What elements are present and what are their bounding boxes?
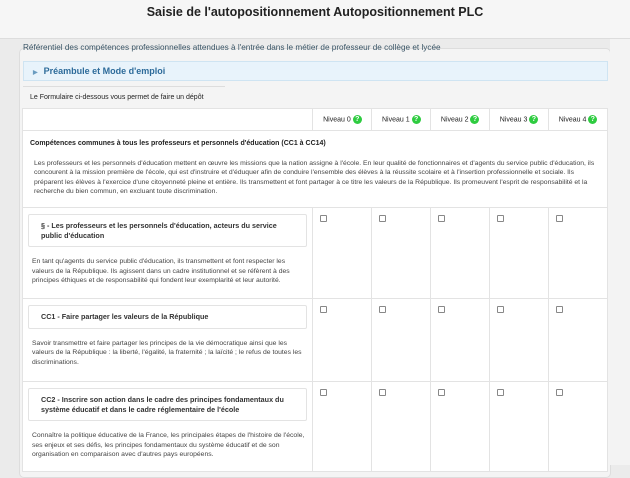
level-2-checkbox[interactable] — [438, 215, 445, 222]
competence-title: § - Les professeurs et les personnels d'éducation, acteurs du service public d'éducation — [28, 214, 307, 247]
level-4-checkbox[interactable] — [556, 306, 563, 313]
competence-text: Connaître la politique éducative de la France, les principales étapes de l'histoire de l'école, ses enjeux et ses défis, les principes fondamentaux du système éducatif et de son organisation en comparaison avec d'autres pays européens. — [32, 432, 305, 459]
level-1-checkbox[interactable] — [379, 389, 386, 396]
levels-header-row — [23, 109, 608, 131]
competence-title: CC1 - Faire partager les valeurs de la République — [28, 305, 307, 329]
level-0-checkbox[interactable] — [320, 215, 327, 222]
level-3-checkbox[interactable] — [497, 306, 504, 313]
caret-right-icon: ▶ — [33, 70, 38, 76]
right-margin — [610, 39, 630, 465]
help-icon[interactable]: ? — [529, 115, 538, 124]
level-0-checkbox[interactable] — [320, 389, 327, 396]
level-1-checkbox[interactable] — [379, 215, 386, 222]
section-row — [23, 131, 608, 208]
section-text: Les professeurs et les personnels d'éducation mettent en œuvre les missions que la nation assigne à l'école. En leur qualité de fonctionnaires et d'agents du service public d'éducation, ils concourent à la mission première de l'école, qui est d'instruire et d'éduquer afin de conduire l'ensemble des élèves à la réussite scolaire et à l'insertion professionnelle et sociale. Ils préparent les élèves à l'exercice d'une citoyenneté pleine et entière. Ils transmettent et font partager à ce titre les valeurs de la République. Ils promeuvent l'esprit de responsabilité et la recherche du bien commun, en excluant toute discrimination. — [34, 159, 595, 196]
level-3-checkbox[interactable] — [497, 215, 504, 222]
competence-title: CC2 - Inscrire son action dans le cadre des principes fondamentaux du système éducatif et dans le cadre réglementaire de l'école — [28, 388, 307, 421]
table-row — [23, 382, 608, 472]
help-icon[interactable]: ? — [588, 115, 597, 124]
level-2-checkbox[interactable] — [438, 389, 445, 396]
level-4-checkbox[interactable] — [556, 215, 563, 222]
level-0-checkbox[interactable] — [320, 306, 327, 313]
page-title: Saisie de l'autopositionnement Autopositionnement PLC — [146, 5, 484, 19]
level-4-checkbox[interactable] — [556, 389, 563, 396]
level-header-1: Niveau 1 ? — [372, 109, 431, 131]
competence-text: Savoir transmettre et faire partager les principes de la vie démocratique ainsi que les valeurs de la République : la liberté, l'égalité, la fraternité ; la laïcité ; le refus de toutes les discriminations. — [32, 339, 302, 366]
form-note: Le Formulaire ci-dessous vous permet de faire un dépôt — [23, 86, 225, 101]
level-header-3: Niveau 3 ? — [490, 109, 549, 131]
preambule-accordion[interactable] — [23, 61, 608, 81]
help-icon[interactable]: ? — [412, 115, 421, 124]
competences-table — [22, 108, 608, 472]
help-icon[interactable]: ? — [353, 115, 362, 124]
referentiel-title: Référentiel des compétences professionnelles attendues à l'entrée dans le métier de professeur de collège et lycée — [23, 43, 441, 52]
table-row — [23, 299, 608, 382]
help-icon[interactable]: ? — [470, 115, 479, 124]
level-header-4: Niveau 4 ? — [549, 109, 608, 131]
section-title: Compétences communes à tous les professeurs et personnels d'éducation (CC1 à CC14) — [30, 140, 326, 147]
level-header-0: Niveau 0 ? — [313, 109, 372, 131]
level-1-checkbox[interactable] — [379, 306, 386, 313]
level-header-2: Niveau 2 ? — [431, 109, 490, 131]
level-2-checkbox[interactable] — [438, 306, 445, 313]
competence-text: En tant qu'agents du service public d'éducation, ils transmettent et font respecter les valeurs de la République. Ils agissent dans un cadre institutionnel et se réfèrent à des principes éthiques et de responsabilité qui fondent leur exemplarité et leur autorité. — [32, 258, 290, 285]
table-row — [23, 208, 608, 299]
preambule-label: Préambule et Mode d'emploi — [43, 66, 166, 76]
page-header — [0, 0, 630, 39]
level-3-checkbox[interactable] — [497, 389, 504, 396]
